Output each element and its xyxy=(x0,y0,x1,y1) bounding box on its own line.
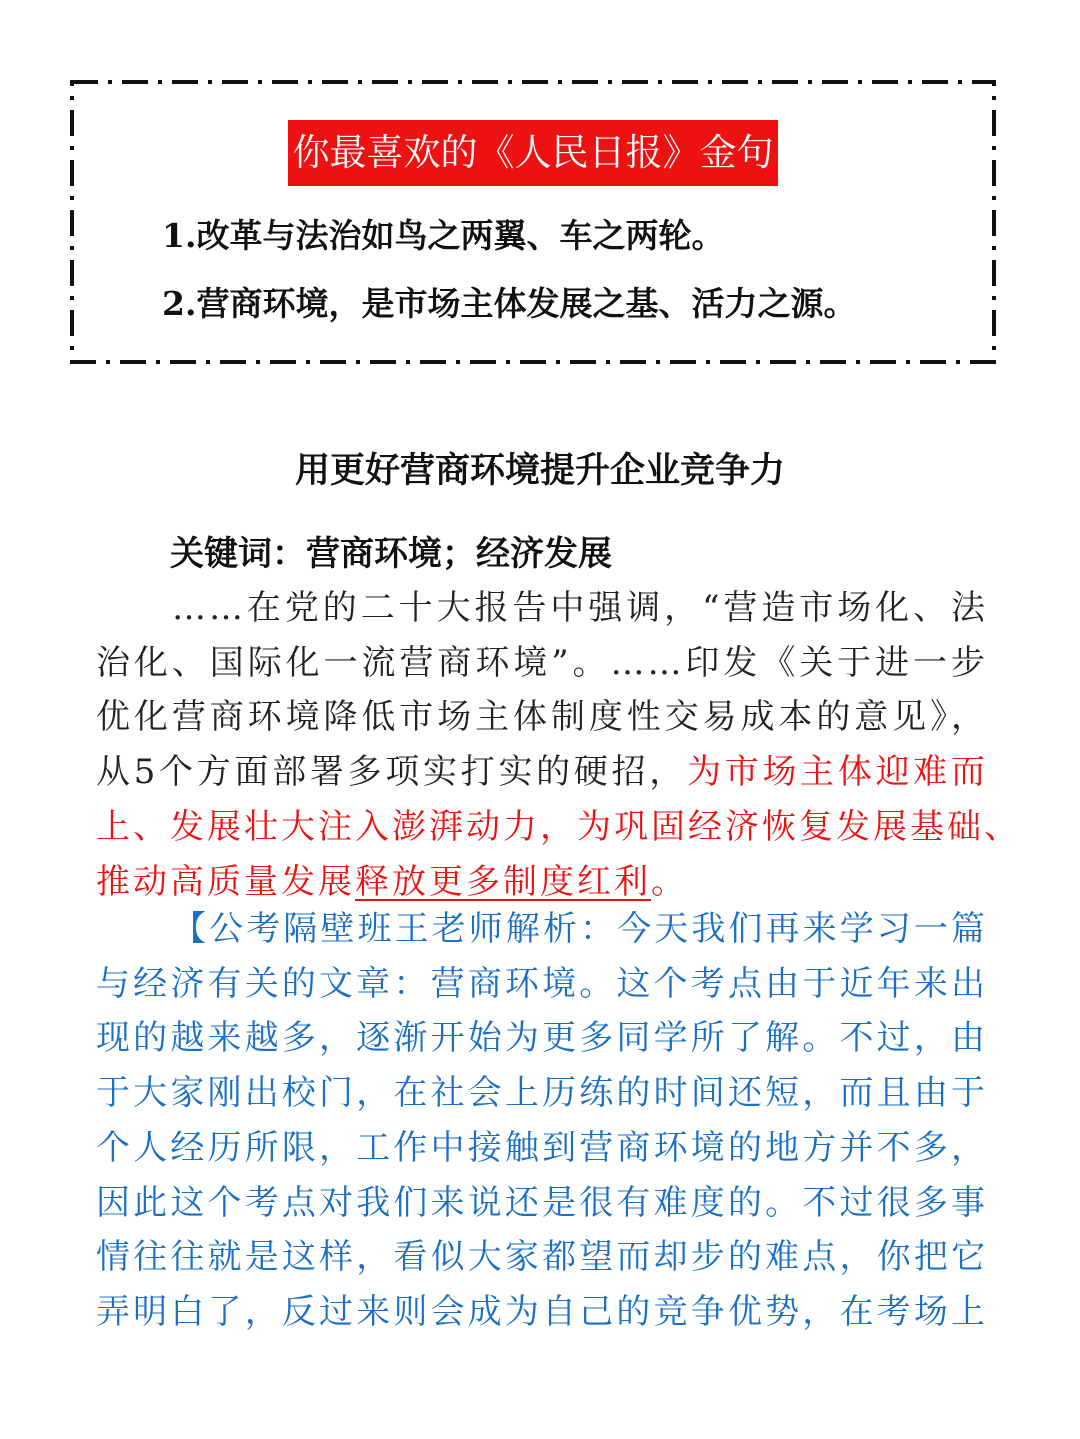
paragraph-1-line-4-black: 从5个方面部署多项实打实的硬招， xyxy=(96,752,688,793)
analysis-line-8: 弄明白了，反过来则会成为自己的竞争优势，在考场上 xyxy=(96,1291,988,1332)
analysis-line-1: 【公考隔壁班王老师解析：今天我们再来学习一篇 xyxy=(172,909,988,949)
paragraph-1-line-1: ……在党的二十大报告中强调，“营造市场化、法 xyxy=(172,588,988,628)
analysis-line-6: 因此这个考点对我们来说还是很有难度的。不过很多事 xyxy=(96,1182,988,1223)
quote-item-2: 2.营商环境，是市场主体发展之基、活力之源。 xyxy=(162,284,857,323)
analysis-line-3: 现的越来越多，逐渐开始为更多同学所了解。不过，由 xyxy=(96,1018,988,1059)
article-title: 用更好营商环境提升企业竞争力 xyxy=(294,450,785,491)
paragraph-1-line-6-underlined: 释放更多制度红利 xyxy=(355,861,651,902)
quote-box xyxy=(70,80,996,364)
paragraph-1-line-5: 上、发展壮大注入澎湃动力，为巩固经济恢复发展基础、 xyxy=(96,806,1021,847)
paragraph-1-line-4-red: 为市场主体迎难而 xyxy=(687,752,988,793)
paragraph-1-line-6-red: 推动高质量发展 xyxy=(96,861,355,902)
keywords-line: 关键词：营商环境；经济发展 xyxy=(170,534,612,574)
quote-item-1: 1.改革与法治如鸟之两翼、车之两轮。 xyxy=(162,216,725,255)
analysis-line-2: 与经济有关的文章：营商环境。这个考点由于近年来出 xyxy=(96,963,988,1004)
analysis-line-4: 于大家刚出校门，在社会上历练的时间还短，而且由于 xyxy=(96,1073,988,1114)
article-paragraph-1 xyxy=(96,581,1021,909)
analysis-line-5: 个人经历所限，工作中接触到营商环境的地方并不多， xyxy=(96,1127,988,1168)
paragraph-1-line-6 xyxy=(96,855,988,910)
paragraph-1-line-6-end: 。 xyxy=(651,861,688,902)
analysis-paragraph xyxy=(96,902,988,1340)
paragraph-1-line-3: 优化营商环境降低市场主体制度性交易成本的意见》， xyxy=(96,697,988,738)
paragraph-1-line-4 xyxy=(96,745,988,800)
paragraph-1-line-2: 治化、国际化一流营商环境”。……印发《关于进一步 xyxy=(96,642,988,683)
analysis-line-7: 情往往就是这样，看似大家都望而却步的难点，你把它 xyxy=(96,1237,988,1278)
quote-heading: 你最喜欢的《人民日报》金句 xyxy=(288,120,778,186)
